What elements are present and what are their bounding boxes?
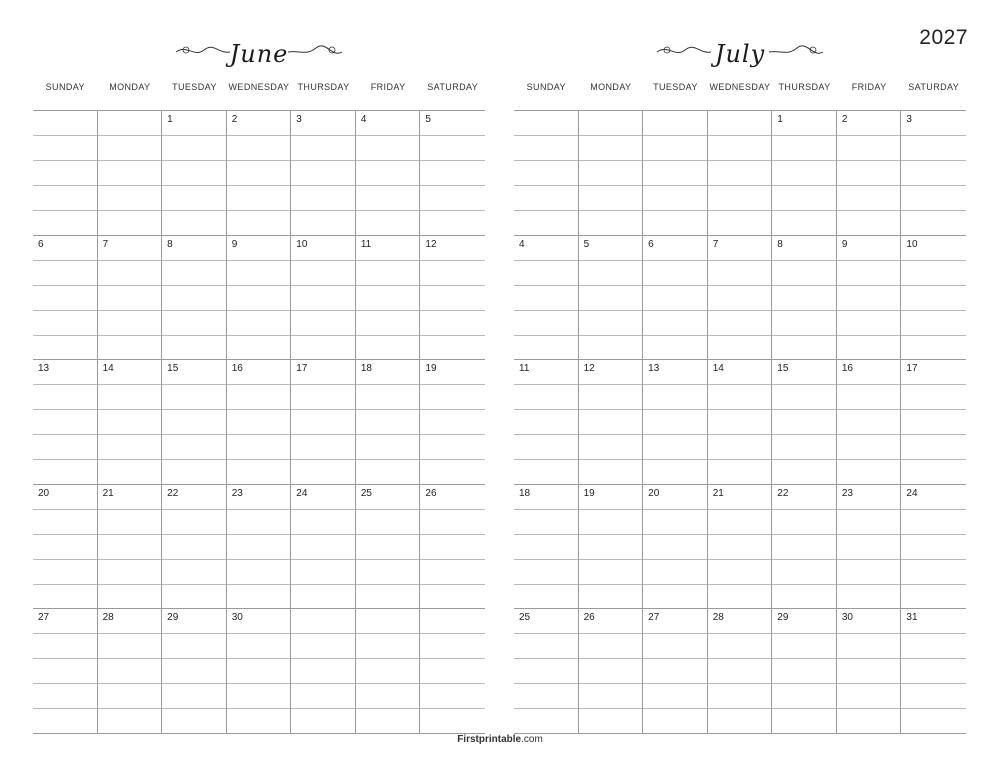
- day-cell: [356, 110, 421, 235]
- day-cell: [837, 608, 902, 733]
- day-cell: [356, 484, 421, 609]
- day-number: 1: [167, 114, 173, 125]
- day-number: 18: [360, 363, 372, 375]
- day-cell: [708, 110, 773, 235]
- day-number: 31: [906, 612, 918, 624]
- month-name: June: [229, 40, 289, 68]
- day-cell: [772, 110, 837, 235]
- day-cell: [33, 608, 98, 733]
- day-number: 15: [167, 363, 179, 375]
- day-number: 23: [841, 487, 853, 499]
- day-cell: [772, 484, 837, 609]
- day-number: 10: [296, 238, 308, 250]
- day-cell: [162, 110, 227, 235]
- day-number: 5: [583, 238, 590, 250]
- day-cell: [98, 235, 163, 360]
- day-cell: [708, 484, 773, 609]
- month-july: [514, 38, 966, 734]
- day-cell: [643, 235, 708, 360]
- day-number: 16: [841, 363, 853, 375]
- day-cell: [901, 235, 966, 360]
- day-cell: [420, 110, 485, 235]
- day-cell: [420, 608, 485, 733]
- day-number: 1: [777, 114, 783, 125]
- day-number: 9: [841, 238, 848, 250]
- day-number: 18: [519, 487, 531, 499]
- day-number: 9: [231, 238, 238, 250]
- day-cell: [772, 359, 837, 484]
- day-cell: [514, 484, 579, 609]
- day-number: 3: [296, 114, 302, 125]
- day-number: 20: [648, 487, 660, 499]
- day-cell: [579, 359, 644, 484]
- day-number: 28: [712, 612, 724, 624]
- day-cell: [420, 359, 485, 484]
- day-number: 8: [167, 238, 173, 250]
- day-number: 10: [906, 238, 918, 250]
- day-cell: [98, 484, 163, 609]
- month-title: [514, 38, 966, 80]
- weekday-label: WEDNESDAY: [709, 82, 771, 92]
- day-number: 26: [583, 612, 595, 624]
- day-cell: [643, 608, 708, 733]
- day-number: 21: [102, 487, 114, 499]
- day-cell: [98, 110, 163, 235]
- day-number: 19: [583, 487, 595, 499]
- day-number: 2: [231, 114, 238, 125]
- day-number: 11: [360, 238, 372, 250]
- day-cell: [162, 608, 227, 733]
- day-cell: [227, 359, 292, 484]
- day-number: 23: [231, 487, 243, 499]
- day-number: 4: [519, 238, 525, 250]
- day-cell: [227, 235, 292, 360]
- day-number: 17: [906, 363, 918, 375]
- day-cell: [514, 235, 579, 360]
- brand-suffix: .com: [521, 734, 543, 745]
- day-cell: [33, 484, 98, 609]
- day-number: 4: [360, 114, 367, 125]
- day-cell: [420, 235, 485, 360]
- day-cell: [579, 484, 644, 609]
- weekday-label: MONDAY: [109, 82, 151, 92]
- day-cell: [291, 110, 356, 235]
- day-cell: [643, 484, 708, 609]
- day-number: 6: [38, 238, 44, 250]
- day-number: 12: [425, 238, 437, 250]
- day-number: 26: [425, 487, 437, 499]
- day-cell: [291, 235, 356, 360]
- day-cell: [772, 235, 837, 360]
- day-number: 13: [38, 363, 50, 375]
- weekday-header: [514, 82, 966, 96]
- weekday-label: SATURDAY: [908, 82, 960, 92]
- month-title: [33, 38, 485, 80]
- day-cell: [901, 484, 966, 609]
- day-cell: [579, 110, 644, 235]
- calendar-grid: [33, 110, 485, 734]
- day-cell: [162, 359, 227, 484]
- day-cell: [579, 608, 644, 733]
- day-cell: [420, 484, 485, 609]
- weekday-label: FRIDAY: [370, 82, 406, 92]
- day-cell: [33, 110, 98, 235]
- day-cell: [579, 235, 644, 360]
- weekday-label: THURSDAY: [297, 82, 350, 92]
- day-number: 6: [648, 238, 654, 250]
- day-cell: [643, 359, 708, 484]
- day-cell: [708, 608, 773, 733]
- day-number: 12: [583, 363, 595, 375]
- weekday-label: THURSDAY: [778, 82, 831, 92]
- day-number: 22: [167, 487, 179, 499]
- day-cell: [514, 359, 579, 484]
- weekday-label: MONDAY: [590, 82, 632, 92]
- day-cell: [33, 235, 98, 360]
- day-number: 7: [102, 238, 109, 250]
- day-number: 30: [231, 612, 243, 624]
- day-number: 19: [425, 363, 437, 375]
- weekday-label: SUNDAY: [45, 82, 85, 92]
- day-number: 27: [38, 612, 50, 624]
- day-number: 13: [648, 363, 660, 375]
- day-cell: [837, 235, 902, 360]
- footer-brand: [0, 734, 1000, 745]
- day-cell: [837, 110, 902, 235]
- day-cell: [708, 359, 773, 484]
- day-number: 15: [777, 363, 789, 375]
- day-number: 14: [102, 363, 114, 375]
- day-number: 25: [519, 612, 531, 624]
- day-cell: [98, 608, 163, 733]
- month-june: [33, 38, 485, 734]
- brand-name: Firstprintable: [457, 734, 522, 745]
- day-number: 3: [906, 114, 912, 125]
- day-cell: [356, 608, 421, 733]
- day-number: 28: [102, 612, 114, 624]
- day-cell: [514, 608, 579, 733]
- day-number: 7: [712, 238, 719, 250]
- day-cell: [227, 110, 292, 235]
- day-number: 2: [841, 114, 848, 125]
- day-number: 11: [519, 363, 530, 375]
- day-cell: [356, 235, 421, 360]
- day-cell: [162, 484, 227, 609]
- day-cell: [98, 359, 163, 484]
- calendar-grid: [514, 110, 966, 734]
- day-cell: [227, 484, 292, 609]
- day-number: 20: [38, 487, 50, 499]
- day-number: 8: [777, 238, 783, 250]
- day-cell: [901, 359, 966, 484]
- month-name: July: [714, 40, 766, 68]
- day-cell: [291, 608, 356, 733]
- day-number: 21: [712, 487, 724, 499]
- day-cell: [291, 359, 356, 484]
- weekday-header: [33, 82, 485, 96]
- day-cell: [772, 608, 837, 733]
- day-cell: [837, 484, 902, 609]
- weekday-label: TUESDAY: [653, 82, 698, 92]
- day-cell: [162, 235, 227, 360]
- day-number: 25: [360, 487, 372, 499]
- day-number: 14: [712, 363, 724, 375]
- day-cell: [901, 110, 966, 235]
- day-cell: [291, 484, 356, 609]
- day-number: 29: [167, 612, 179, 624]
- day-number: 24: [296, 487, 308, 499]
- day-number: 27: [648, 612, 660, 624]
- day-cell: [227, 608, 292, 733]
- day-number: 29: [777, 612, 789, 624]
- weekday-label: FRIDAY: [851, 82, 887, 92]
- day-cell: [708, 235, 773, 360]
- day-number: 17: [296, 363, 308, 375]
- day-cell: [33, 359, 98, 484]
- day-number: 5: [425, 114, 431, 125]
- day-number: 30: [841, 612, 853, 624]
- day-cell: [643, 110, 708, 235]
- year-label: 2027: [919, 26, 968, 49]
- weekday-label: SUNDAY: [526, 82, 566, 92]
- weekday-label: TUESDAY: [172, 82, 217, 92]
- day-cell: [837, 359, 902, 484]
- day-cell: [514, 110, 579, 235]
- day-number: 24: [906, 487, 918, 499]
- day-cell: [356, 359, 421, 484]
- weekday-label: SATURDAY: [427, 82, 479, 92]
- day-number: 22: [777, 487, 789, 499]
- weekday-label: WEDNESDAY: [228, 82, 290, 92]
- day-cell: [901, 608, 966, 733]
- day-number: 16: [231, 363, 243, 375]
